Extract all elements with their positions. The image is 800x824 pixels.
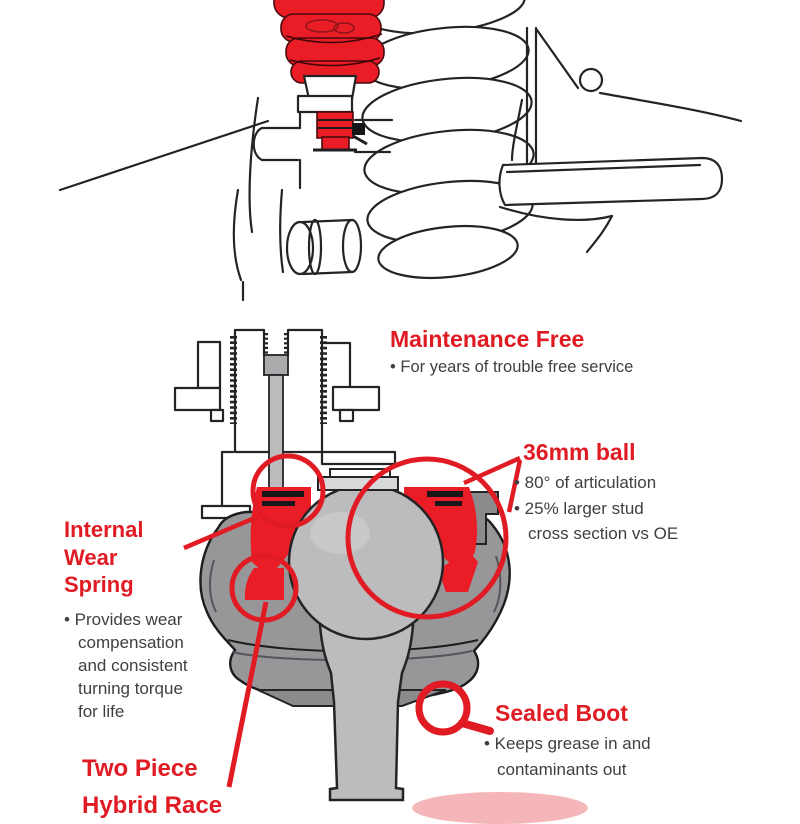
callout-title: Sealed Boot (495, 700, 628, 726)
callout-title: Wear (64, 544, 118, 570)
callout-bullet-continuation: turning torque (78, 679, 183, 699)
callout-bullet-continuation: compensation (78, 632, 184, 652)
highlighted-grease-fitting (313, 112, 367, 150)
callout-bullet-continuation: for life (78, 702, 125, 722)
suspension-assembly-illustration (60, 0, 741, 300)
cover-plate (318, 477, 398, 490)
callout-two-piece-hybrid-race (82, 750, 222, 824)
callout-bullet-continuation: and consistent (78, 655, 188, 675)
callout-maintenance-free (390, 327, 633, 377)
callout-internal-wear-spring (64, 516, 234, 724)
magnifier-icon (419, 684, 490, 732)
callout-sealed-boot (484, 701, 651, 782)
ball-stud (320, 625, 413, 800)
callout-title: Hybrid Race (82, 792, 223, 819)
callout-bullet: • Keeps grease in and (484, 734, 651, 754)
callout-bullet-continuation: contaminants out (497, 759, 627, 779)
callout-bullet: • 80° of articulation (514, 473, 657, 493)
callout-bullet: • 25% larger stud (514, 498, 644, 518)
callout-36mm-ball (514, 440, 678, 547)
callout-title: Two Piece (82, 755, 198, 782)
callout-bullet-continuation: cross section vs OE (528, 524, 679, 544)
cutoff-highlight (412, 792, 588, 824)
callout-title: 36mm ball (523, 439, 636, 465)
coil-spring (358, 0, 536, 284)
callout-title: Spring (64, 572, 134, 597)
callout-title: Internal (64, 517, 144, 542)
callout-title: Maintenance Free (390, 326, 585, 352)
callout-bullet: • For years of trouble free service (390, 358, 634, 377)
highlighted-upper-ball-joint (274, 0, 384, 112)
callout-bullet: • Provides wear (64, 609, 183, 629)
